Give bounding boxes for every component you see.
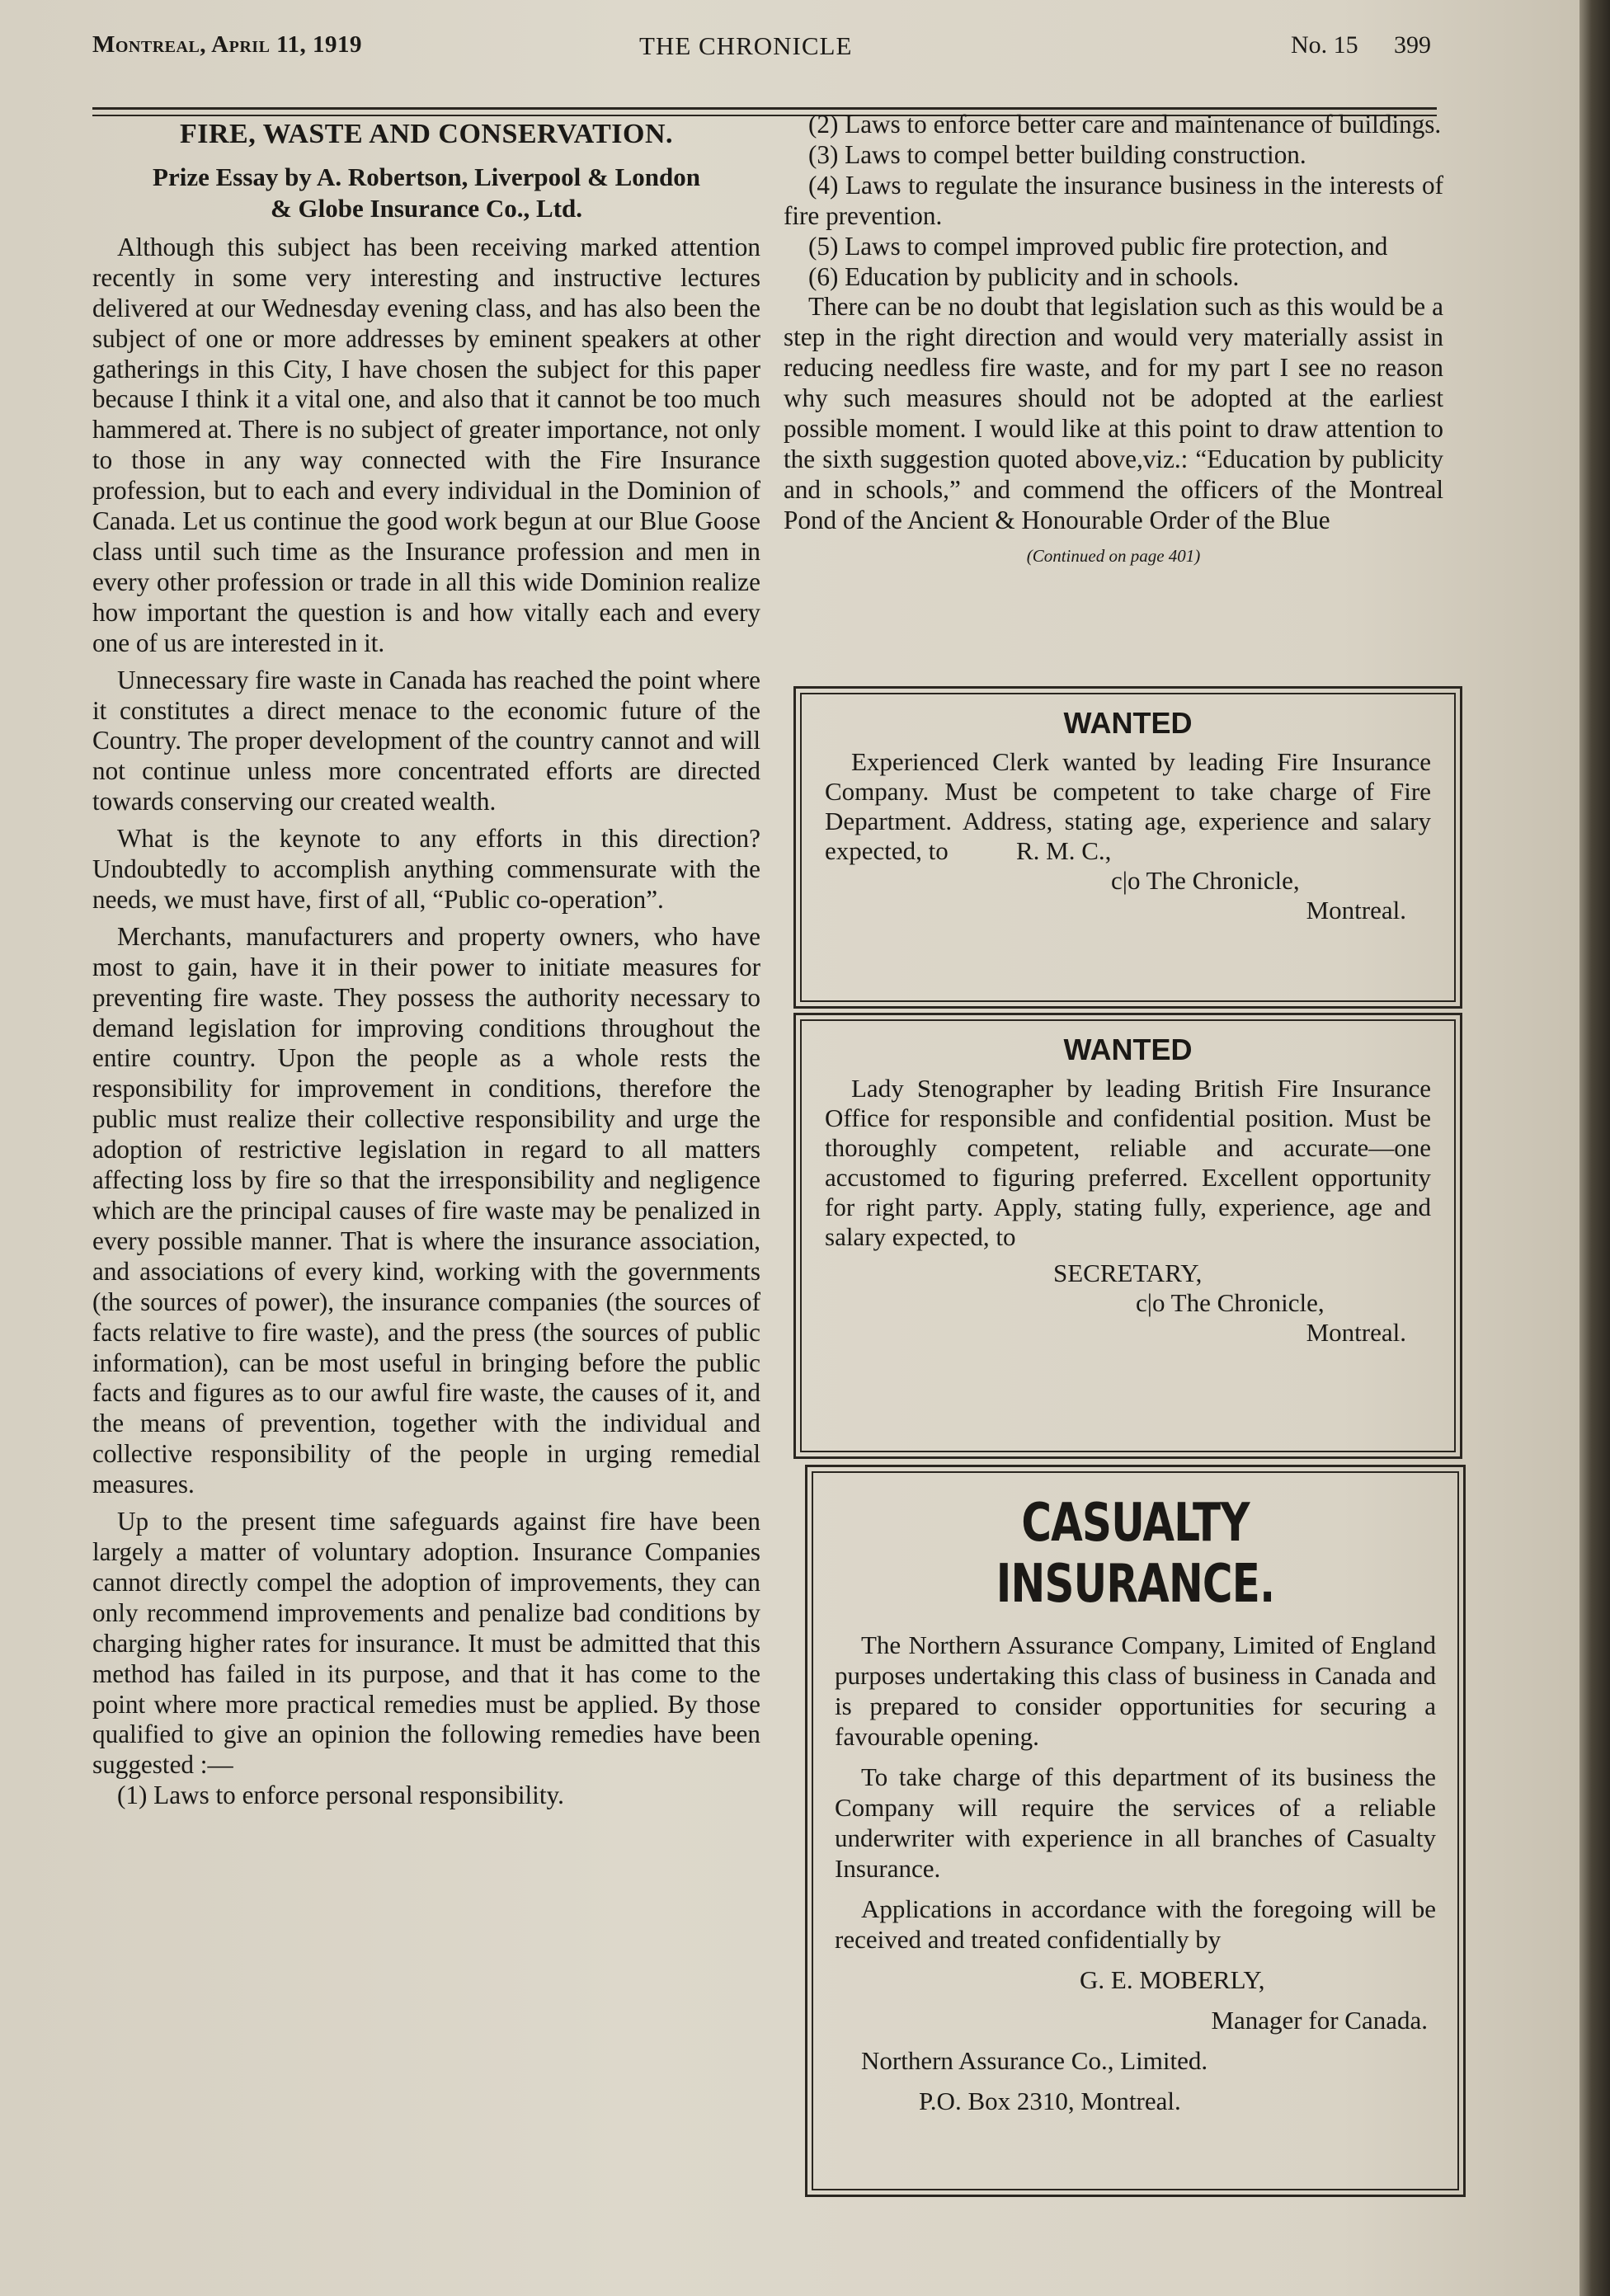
article-paragraph: Although this subject has been receiving marked attention recently in some very interesting and instructive lectures delivered at our Wednesday evening class, and has also been the subject of one or more addresses by eminent speakers at other gatherings in this City, I have chosen the subject for this paper because I think it a vital one, and also that it cannot be too much hammered at. There is no subject of greater importance, not only to those in any way connected with the Fire Insurance profession, but to each and every individual in the Dominion of Canada. Let us continue the good work begun at our Blue Goose class until such time as the Insurance profession and men in every other profession or trade in all this wide Dominion realize how important the question is and how vitally each and every one of us are interested in it. — [92, 232, 760, 657]
casualty-insurance-ad — [805, 1465, 1466, 2197]
article-list-item: (5) Laws to compel improved public fire protection, and — [808, 231, 1388, 261]
wanted-ad-clerk — [793, 686, 1462, 1009]
article-paragraph: Merchants, manufacturers and property owners, who have most to gain, have it in their power to initiate measures for preventing fire waste. They possess the authority necessary to demand legislation for improving conditions throughout the entire country. Upon the people as a whole rests the responsibility for improvement in conditions, therefore the public must realize their collective responsibility and urge the adoption of restrictive legislation in regard to all matters affecting loss by fire so that the irresponsibility and negligence which are the principal causes of fire waste may be penalized in every possible manner. That is where the insurance association, and associations of every kind, working with the governments (the sources of power), the insurance companies (the sources of facts relative to fire waste), and the press (the sources of public information), can be most useful in bringing before the public facts and figures as to our awful fire waste, the causes of it, and the means of prevention, together with the individual and collective responsibility of the people in urging remedial measures. — [92, 921, 760, 1499]
header-issue: No. 15 — [1291, 31, 1358, 59]
article-paragraph: What is the keynote to any efforts in this direction? Undoubtedly to accomplish anything commensurate with the needs, we must have, first of all, “Public co-operation”. — [92, 824, 760, 914]
ad-frame — [812, 1471, 1459, 2190]
ad-address-city: Montreal. — [1306, 1318, 1406, 1347]
article-list-item: (1) Laws to enforce personal responsibility. — [117, 1781, 564, 1810]
ad-address-line: c|o The Chronicle, — [1136, 1288, 1325, 1317]
byline-line-2: & Globe Insurance Co., Ltd. — [270, 193, 583, 223]
article-paragraph: Unnecessary fire waste in Canada has reached the point where it constitutes a direct menace to the economic future of the Country. The proper development of the country cannot and will not continue unless more concentrated efforts are directed towards conserving our created wealth. — [92, 665, 760, 816]
article-list-item: (3) Laws to compel better building construction. — [808, 139, 1306, 169]
casualty-paragraph: The Northern Assurance Company, Limited of England purposes undertaking this class of business in Canada and is prepared to consider opportunities for securing a favourable opening. — [835, 1630, 1436, 1751]
ad-address-line: c|o The Chronicle, — [1111, 866, 1300, 895]
casualty-body — [835, 1630, 1436, 2116]
article-list-item: (4) Laws to regulate the insurance business in the interests of fire prevention. — [784, 170, 1443, 230]
article-right-column — [784, 110, 1443, 572]
page-header — [0, 31, 1579, 73]
signatory-title: Manager for Canada. — [1211, 2006, 1428, 2035]
article-list-item: (6) Education by publicity and in schools. — [808, 261, 1240, 291]
ad-addressee: SECRETARY, — [1053, 1259, 1203, 1287]
article-paragraph: There can be no doubt that legislation such as this would be a step in the right direction and would very materially assist in reducing needless fire waste, and for my part I see no reason why such measures should not be adopted at the earliest possible moment. I would like at this point to draw attention to the sixth suggestion quoted above,viz.: “Education by publicity and in schools,” and commend the officers of the Montreal Pond of the Ancient & Honourable Order of the Blue — [784, 292, 1443, 534]
article-byline — [92, 162, 760, 224]
casualty-paragraph: To take charge of this department of its business the Company will require the services of a reliable underwriter with experience in all branches of Casualty Insurance. — [835, 1762, 1436, 1883]
binding-edge — [1579, 0, 1610, 2296]
header-publication: THE CHRONICLE — [639, 31, 853, 60]
ad-body — [825, 747, 1431, 925]
article-title: FIRE, WASTE AND CONSERVATION. — [179, 119, 674, 149]
signatory-name: G. E. MOBERLY, — [1080, 1965, 1265, 1994]
ad-addressee: R. M. C., — [1016, 836, 1112, 865]
article-list-item: (2) Laws to enforce better care and maintenance of buildings. — [808, 110, 1442, 139]
ad-address-city: Montreal. — [1306, 896, 1406, 925]
ad-text: Lady Stenographer by leading British Fire Insurance Office for responsible and confidential position. Must be thoroughly competent, reliable and accurate—one accustomed to figuring preferred. Excellent opportunity for right party. Apply, stating fully, experience, age and salary expected, to — [825, 1074, 1431, 1251]
ad-title: WANTED — [1063, 706, 1193, 740]
header-page-number: 399 — [1394, 31, 1431, 59]
header-dateline: Montreal, April 11, 1919 — [92, 31, 363, 58]
ad-title: WANTED — [1063, 1033, 1193, 1066]
company-address: P.O. Box 2310, Montreal. — [919, 2087, 1181, 2115]
byline-line-1: Prize Essay by A. Robertson, Liverpool & London — [153, 162, 700, 191]
ad-frame — [800, 693, 1456, 1002]
ad-text: Experienced Clerk wanted by leading Fire Insurance Company. Must be competent to take charge of Fire Department. Address, stating age, experience and salary expected, to — [825, 747, 1431, 865]
casualty-paragraph: Applications in accordance with the foregoing will be received and treated confidentially by — [835, 1894, 1436, 1954]
continued-note: (Continued on page 401) — [1026, 545, 1201, 566]
article-left-column — [92, 120, 760, 1811]
ad-body — [825, 1074, 1431, 1348]
ad-frame — [800, 1019, 1456, 1452]
casualty-title: CASUALTY INSURANCE. — [996, 1493, 1275, 1615]
company-name: Northern Assurance Co., Limited. — [861, 2046, 1208, 2075]
wanted-ad-stenographer — [793, 1013, 1462, 1459]
article-paragraph: Up to the present time safeguards against fire have been largely a matter of voluntary adoption. Insurance Companies cannot directly compel the adoption of improvements, they can only recommend improvements and penalize bad conditions by charging higher rates for insurance. It must be admitted that this method has failed in its purpose, and that it has come to the point where more practical remedies must be applied. By those qualified to give an opinion the following remedies have been suggested :— — [92, 1507, 760, 1780]
